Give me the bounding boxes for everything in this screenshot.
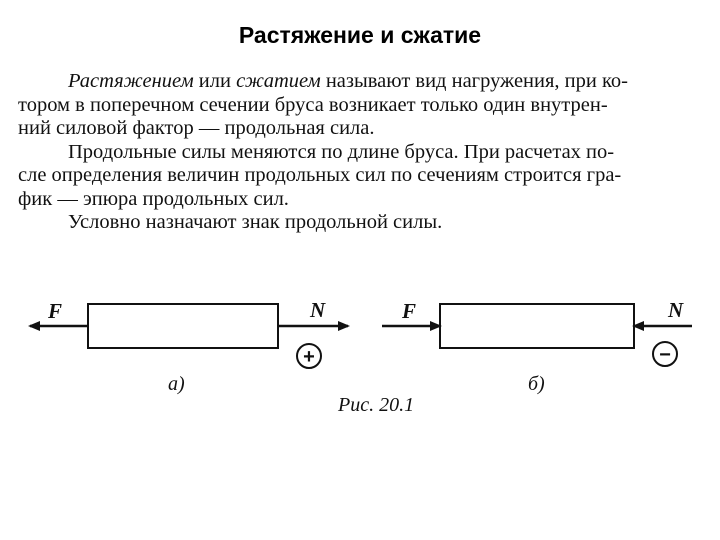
paragraph-3-line-1: Условно назначают знак продольной силы.: [68, 211, 443, 233]
text-fragment: называют вид нагружения, при ко-: [320, 70, 628, 92]
paragraph-1-line-3: ний силовой фактор — продольная сила.: [18, 117, 375, 139]
term-tension: Растяжением: [68, 70, 194, 92]
body-text: [18, 70, 712, 235]
bar-a: [88, 304, 278, 348]
force-f-label-b: F: [402, 299, 417, 323]
force-n-label-a: N: [310, 298, 326, 322]
figure-20-1: [0, 290, 720, 430]
bar-b: [440, 304, 634, 348]
text-fragment: или: [193, 70, 237, 92]
minus-sign: −: [659, 344, 671, 366]
force-n-label-b: N: [668, 298, 684, 322]
diagram-b-label: б): [528, 373, 545, 395]
slide-title: Растяжение и сжатие: [238, 22, 482, 48]
plus-sign: +: [303, 346, 315, 368]
force-f-label-a: F: [48, 299, 63, 323]
paragraph-1-line-1: [18, 70, 712, 94]
paragraph-2-line-1: Продольные силы меняются по длине бруса. При расчетах по-: [68, 140, 615, 163]
diagram-b-compression: [382, 298, 692, 395]
diagram-a-tension: [30, 298, 348, 395]
figure-drawing: [0, 290, 720, 430]
paragraph-2-line-3: фик — эпюра продольных сил.: [18, 187, 289, 210]
paragraph-1-line-2: тором в поперечном сечении бруса возникает только один внутрен-: [18, 93, 608, 116]
figure-caption: Рис. 20.1: [338, 394, 415, 416]
term-compression: сжатием: [236, 70, 321, 92]
diagram-a-label: а): [168, 373, 185, 395]
paragraph-2-line-2: сле определения величин продольных сил по сечениям строится гра-: [18, 164, 622, 186]
